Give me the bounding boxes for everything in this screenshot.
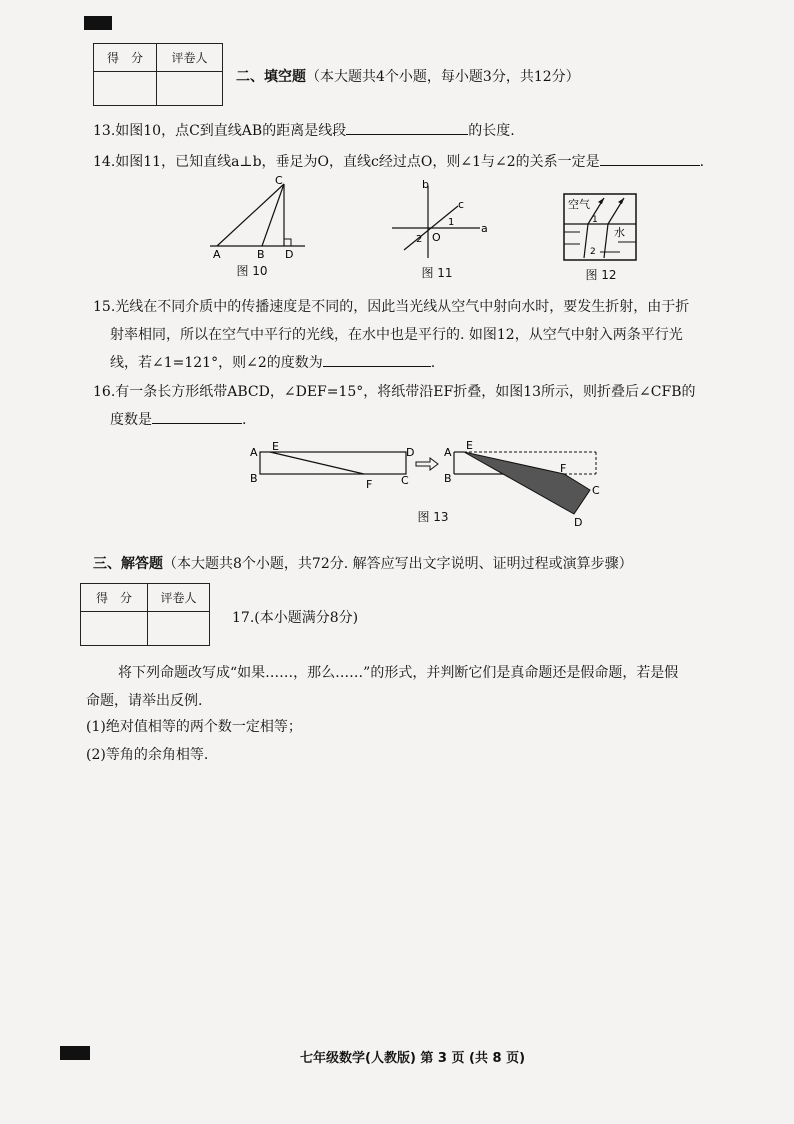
section-2-note: （本大题共4个小题，每小题3分，共12分） [306, 69, 580, 85]
q14-text: 14.如图11，已知直线a⊥b，垂足为O，直线c经过点O，则∠1与∠2的关系一定是 [93, 154, 600, 170]
question-15-line-2: 射率相同，所以在空气中平行的光线，在水中也是平行的. 如图12，从空气中射入两条平行光 [110, 327, 683, 343]
q16-text: 度数是 [110, 412, 152, 428]
fig12-label-water: 水 [614, 226, 625, 239]
grader-cell[interactable] [148, 612, 210, 646]
q16-suffix: . [242, 412, 247, 428]
section-3-header [93, 553, 633, 573]
section-3-title: 三、解答题 [93, 556, 163, 572]
fig11-label-o: O [432, 231, 441, 244]
figure-10-drawing [205, 172, 315, 262]
fig11-label-1: 1 [448, 217, 455, 228]
question-13 [93, 120, 515, 140]
fig10-label-c: C [275, 174, 283, 187]
question-17-header: 17.(本小题满分8分) [232, 610, 359, 626]
fig11-label-a: a [481, 222, 488, 235]
score-header: 得 分 [81, 584, 148, 612]
fig13-right-d: D [574, 516, 583, 529]
figure-12 [560, 192, 650, 284]
grader-header: 评卷人 [157, 44, 223, 72]
figure-13-caption: 图 13 [417, 510, 449, 524]
fig13-right-a: A [444, 446, 452, 459]
score-cell[interactable] [81, 612, 148, 646]
grader-header: 评卷人 [148, 584, 210, 612]
question-17-line-1: 将下列命题改写成“如果……，那么……”的形式，并判断它们是真命题还是假命题，若是假 [118, 665, 679, 681]
question-17-line-2: 命题，请举出反例. [86, 693, 203, 709]
fig13-left-d: D [406, 446, 415, 459]
fig13-right-c: C [592, 484, 600, 497]
fig11-label-b: b [422, 178, 429, 191]
score-cell[interactable] [94, 72, 157, 106]
figure-12-caption: 图 12 [585, 268, 617, 282]
fig10-label-d: D [285, 248, 294, 261]
figure-12-drawing [560, 192, 640, 264]
fig13-left-e: E [272, 440, 279, 453]
figure-10-caption: 图 10 [236, 264, 268, 278]
q14-answer-blank[interactable] [600, 165, 700, 166]
fig12-label-2: 2 [590, 247, 596, 257]
fig13-right-b: B [444, 472, 452, 485]
score-table [93, 43, 223, 106]
q15-answer-blank[interactable] [323, 366, 431, 367]
section-2-title: 二、填空题 [236, 69, 306, 85]
question-16-line-2 [110, 409, 246, 429]
q15-suffix: . [430, 355, 436, 371]
fig13-right-e: E [466, 439, 473, 452]
fig10-label-b: B [257, 248, 265, 261]
grader-cell[interactable] [157, 72, 223, 106]
corner-mark-bottom [60, 1046, 90, 1060]
figure-10 [205, 172, 315, 282]
q13-suffix: 的长度. [468, 123, 515, 139]
figure-11 [382, 178, 492, 282]
question-14 [93, 151, 704, 171]
q15-text: 线，若∠1=121°，则∠2的度数为 [110, 355, 323, 371]
score-table-q17 [80, 583, 210, 646]
figure-11-drawing [382, 178, 492, 262]
fig12-label-1: 1 [592, 215, 598, 225]
figure-13 [246, 436, 616, 534]
question-17-item-2: (2)等角的余角相等. [86, 747, 209, 763]
figure-11-caption: 图 11 [421, 266, 453, 280]
fig13-right-f: F [560, 462, 567, 475]
fig13-left-b: B [250, 472, 258, 485]
question-15-line-3 [110, 352, 435, 372]
fig11-label-c: c [458, 198, 465, 211]
question-16-line-1: 16.有一条长方形纸带ABCD，∠DEF=15°，将纸带沿EF折叠，如图13所示，则折叠后∠CFB的 [93, 384, 696, 400]
question-17-item-1: (1)绝对值相等的两个数一定相等； [86, 719, 302, 735]
q13-answer-blank[interactable] [346, 134, 468, 135]
fig12-label-air: 空气 [568, 198, 590, 211]
q14-end: . [699, 154, 705, 170]
question-15-line-1: 15.光线在不同介质中的传播速度是不同的，因此当光线从空气中射向水时，要发生折射，由于折 [93, 299, 690, 315]
fig11-label-2: 2 [416, 234, 423, 245]
corner-mark-top [84, 16, 112, 30]
fig13-left-f: F [366, 478, 373, 491]
page-footer: 七年级数学(人教版) 第 3 页 (共 8 页) [300, 1051, 526, 1066]
q13-text: 13.如图10，点C到直线AB的距离是线段 [93, 123, 347, 139]
fig13-left-c: C [401, 474, 409, 487]
fig10-label-a: A [213, 248, 221, 261]
fig13-left-a: A [250, 446, 258, 459]
section-2-header [236, 66, 580, 86]
score-header: 得 分 [94, 44, 157, 72]
q16-answer-blank[interactable] [152, 423, 242, 424]
section-3-note: （本大题共8个小题，共72分. 解答应写出文字说明、证明过程或演算步骤） [163, 556, 633, 572]
